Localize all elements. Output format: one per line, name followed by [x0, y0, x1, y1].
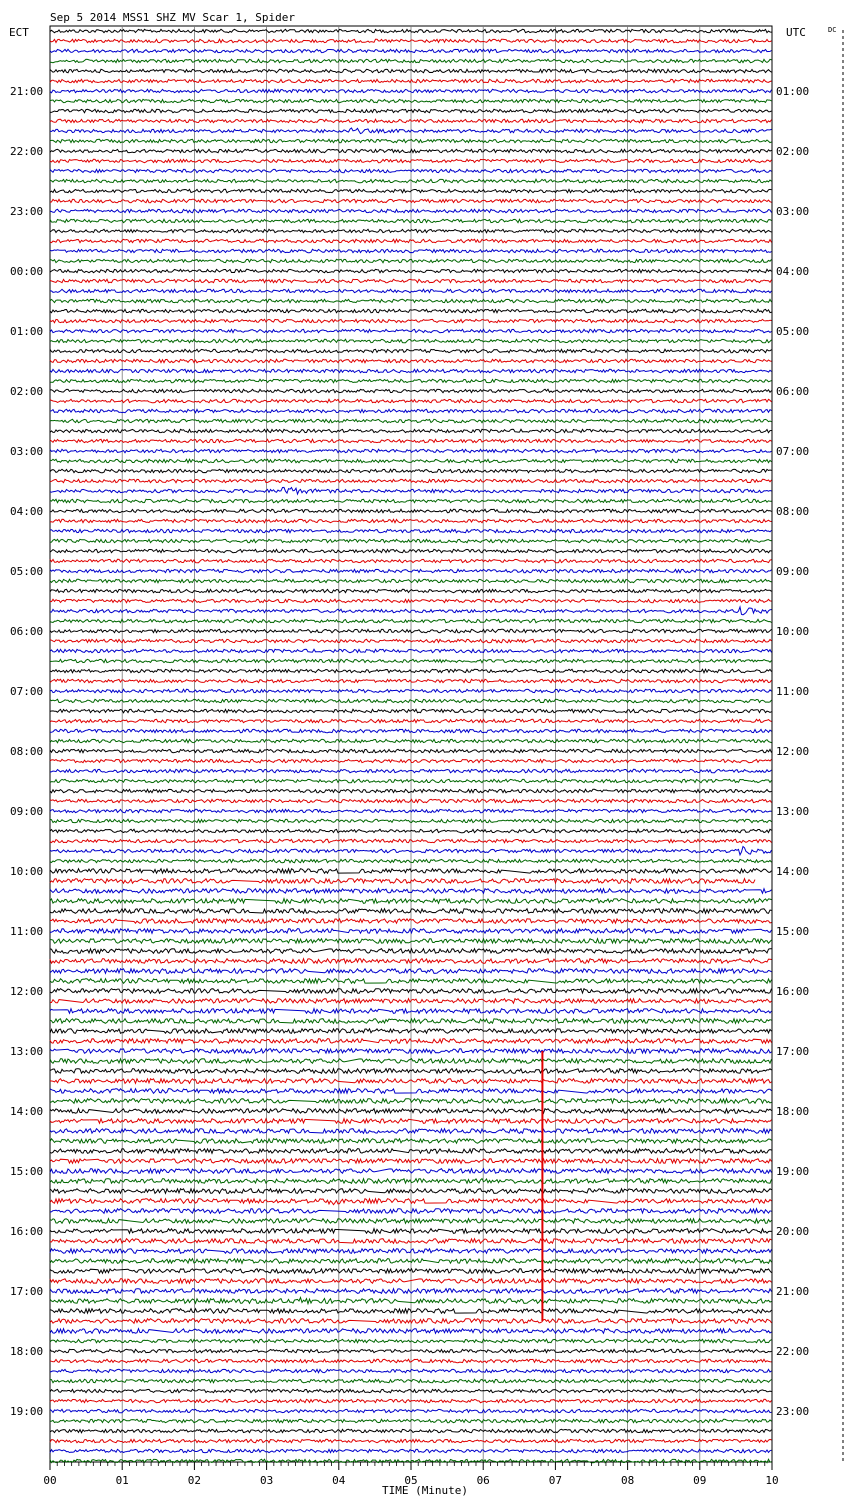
left-hour-label: 00:00 — [10, 265, 44, 278]
right-hour-label: 08:00 — [776, 505, 810, 518]
right-hour-label: 18:00 — [776, 1105, 810, 1118]
left-hour-label: 05:00 — [10, 565, 44, 578]
right-hour-label: 15:00 — [776, 925, 810, 938]
left-hour-label: 03:00 — [10, 445, 44, 458]
left-hour-label: 13:00 — [10, 1045, 44, 1058]
left-hour-label: 17:00 — [10, 1285, 44, 1298]
x-tick-label-02: 02 — [187, 1474, 202, 1487]
x-tick-label-09: 09 — [693, 1474, 707, 1487]
right-hour-label: 20:00 — [776, 1225, 810, 1238]
left-hour-label: 15:00 — [10, 1165, 44, 1178]
left-hour-label: 22:00 — [10, 145, 44, 158]
x-axis-label: TIME (Minute) — [381, 1484, 469, 1497]
left-hour-label: 14:00 — [10, 1105, 44, 1118]
right-hour-label: 23:00 — [776, 1405, 810, 1418]
left-hour-label: 10:00 — [10, 865, 44, 878]
left-hour-label: 21:00 — [10, 85, 44, 98]
left-hour-label: 11:00 — [10, 925, 44, 938]
corner-tag: DC — [828, 26, 837, 34]
right-hour-label: 22:00 — [776, 1345, 810, 1358]
right-hour-label: 11:00 — [776, 685, 810, 698]
x-tick-label-07: 07 — [548, 1474, 563, 1487]
left-hour-label: 19:00 — [10, 1405, 44, 1418]
right-hour-label: 03:00 — [776, 205, 810, 218]
right-hour-label: 19:00 — [776, 1165, 810, 1178]
left-hour-label: 18:00 — [10, 1345, 44, 1358]
right-hour-label: 14:00 — [776, 865, 810, 878]
left-hour-label: 01:00 — [10, 325, 44, 338]
right-hour-label: 16:00 — [776, 985, 810, 998]
x-tick-label-01: 01 — [115, 1474, 129, 1487]
x-tick-label-03: 03 — [259, 1474, 274, 1487]
left-hour-label: 06:00 — [10, 625, 44, 638]
right-hour-label: 02:00 — [776, 145, 810, 158]
right-hour-label: 10:00 — [776, 625, 810, 638]
left-hour-label: 07:00 — [10, 685, 44, 698]
x-tick-label-00: 00 — [43, 1474, 57, 1487]
x-tick-label-04: 04 — [332, 1474, 346, 1487]
right-hour-label: 21:00 — [776, 1285, 810, 1298]
trace-row-85 — [50, 879, 755, 884]
right-hour-label: 04:00 — [776, 265, 810, 278]
right-hour-label: 06:00 — [776, 385, 810, 398]
right-hour-label: 01:00 — [776, 85, 810, 98]
left-hour-label: 09:00 — [10, 805, 44, 818]
right-hour-label: 07:00 — [776, 445, 810, 458]
right-timezone-label: UTC — [786, 26, 806, 39]
right-hour-label: 12:00 — [776, 745, 810, 758]
x-tick-label-08: 08 — [620, 1474, 635, 1487]
left-hour-label: 12:00 — [10, 985, 44, 998]
x-tick-label-10: 10 — [765, 1474, 779, 1487]
right-hour-label: 13:00 — [776, 805, 810, 818]
chart-title: Sep 5 2014 MSS1 SHZ MV Scar 1, Spider — [50, 11, 296, 24]
right-hour-label: 09:00 — [776, 565, 810, 578]
left-timezone-label: ECT — [9, 26, 29, 39]
left-hour-label: 08:00 — [10, 745, 44, 758]
left-hour-label: 16:00 — [10, 1225, 44, 1238]
left-hour-label: 02:00 — [10, 385, 44, 398]
left-hour-label: 04:00 — [10, 505, 44, 518]
right-hour-label: 05:00 — [776, 325, 810, 338]
x-tick-label-06: 06 — [476, 1474, 490, 1487]
x-tick-label-05: 05 — [404, 1474, 418, 1487]
left-hour-label: 23:00 — [10, 205, 44, 218]
right-hour-label: 17:00 — [776, 1045, 810, 1058]
